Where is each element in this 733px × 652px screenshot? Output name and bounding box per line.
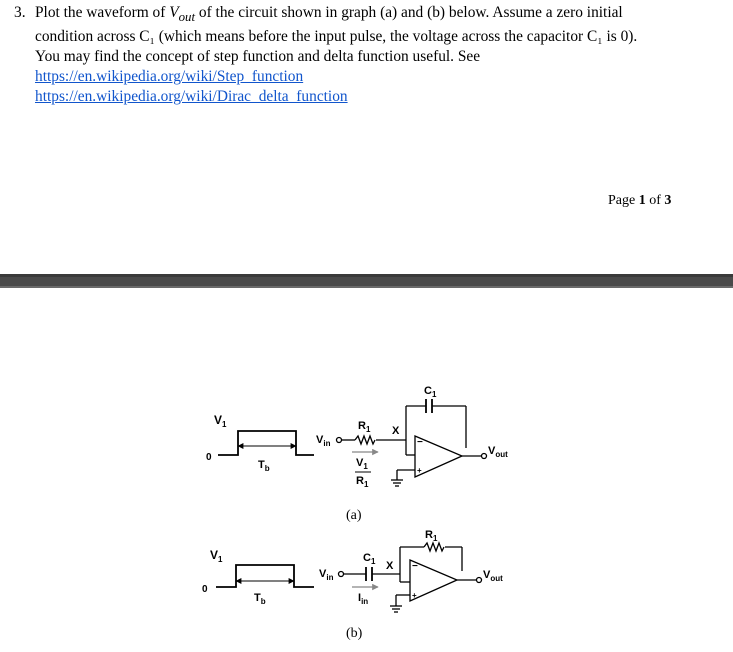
capacitor-label-a: $C_1$ <box>424 385 437 399</box>
circuit-figure <box>0 288 733 652</box>
opamp-minus-a: − <box>417 437 423 448</box>
step-function-link[interactable]: https://en.wikipedia.org/wiki/Step_function <box>35 68 304 86</box>
delta-function-link[interactable]: https://en.wikipedia.org/wiki/Dirac_delta_function <box>35 88 348 106</box>
opamp-plus-a: + <box>417 466 422 475</box>
current-numerator-a: $V_1$ <box>356 457 368 471</box>
page-indicator: Page 1 of 3 <box>608 193 672 208</box>
circuit-a <box>218 399 487 486</box>
input-pulse-a <box>218 431 314 455</box>
pulse-width-label-b: $T_b$ <box>254 592 266 606</box>
resistor-label-b: $R_1$ <box>425 529 438 543</box>
pulse-zero-label-a: 0 <box>206 452 212 463</box>
node-x-label-b: X <box>386 560 394 572</box>
current-denominator-a: $R_1$ <box>356 475 369 489</box>
resistor-label-a: $R_1$ <box>358 420 371 434</box>
page-current: 1 <box>638 193 646 208</box>
opamp-minus-b: − <box>412 561 418 572</box>
problem-body <box>35 3 714 107</box>
resistor-r1-b <box>424 543 444 551</box>
problem-line-1 <box>35 3 714 27</box>
problem-number: 3. <box>14 4 26 21</box>
vout-label-a: $V_{out}$ <box>488 445 508 459</box>
problem-line-1-text-b: of the circuit shown in graph (a) and (b) below. Assume a zero initial <box>195 4 623 21</box>
resistor-r1-a <box>355 436 375 444</box>
vin-label-b: $V_{in}$ <box>319 568 334 582</box>
vout-label-b: $V_{out}$ <box>483 569 503 583</box>
page-total: 3 <box>664 193 672 208</box>
problem-line-3: You may find the concept of step function and delta function useful. See <box>35 48 481 66</box>
caption-b: (b) <box>346 626 363 641</box>
circuit-diagrams <box>0 288 733 652</box>
circuit-b-labels <box>202 529 503 641</box>
vin-label-a: $V_{in}$ <box>316 434 331 448</box>
current-label-b: $I_{in}$ <box>358 592 369 606</box>
pulse-zero-label-b: 0 <box>202 584 208 595</box>
page-divider <box>0 274 733 288</box>
problem-line-2: condition across C₁ (which means before the input pulse, the voltage across the capacitor C₁ is 0). <box>35 28 638 46</box>
vout-symbol: $V_{out}$ <box>169 4 196 25</box>
pulse-high-label-b: $V_1$ <box>210 548 223 564</box>
opamp-plus-b: + <box>412 591 417 600</box>
caption-a: (a) <box>346 508 362 523</box>
problem-line-1-text-a: Plot the waveform of <box>35 4 170 21</box>
input-pulse-b <box>216 565 314 587</box>
pulse-high-label-a: $V_1$ <box>214 413 227 429</box>
pulse-width-label-a: $T_b$ <box>258 459 270 473</box>
problem-text <box>14 3 714 107</box>
node-x-label-a: X <box>392 425 400 437</box>
capacitor-label-b: $C_1$ <box>363 552 376 566</box>
